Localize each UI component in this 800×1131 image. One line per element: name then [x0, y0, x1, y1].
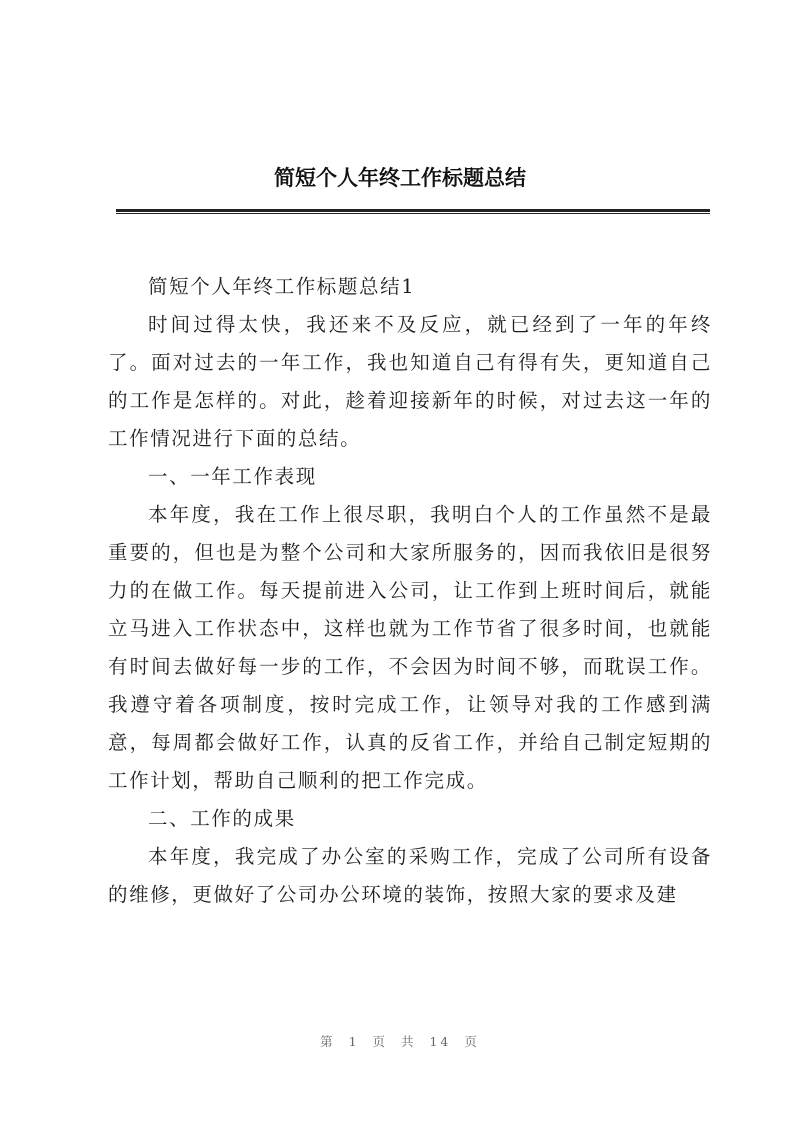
paragraph-performance: 本年度，我在工作上很尽职，我明白个人的工作虽然不是最重要的，但也是为整个公司和大家所服务的，因而我依旧是很努力的在做工作。每天提前进入公司，让工作到上班时间后，就能立马进入工作状态中，这样也就为工作节省了很多时间，也就能有时间去做好每一步的工作，不会因为时间不够，而耽误工作。我遵守着各项制度，按时完成工作，让领导对我的工作感到满意，每周都会做好工作，认真的反省工作，并给自己制定短期的工作计划，帮助自己顺利的把工作完成。 [108, 503, 712, 792]
title-divider [116, 209, 710, 214]
section-heading-results: 二、工作的成果 [148, 807, 296, 830]
paragraph-results: 本年度，我完成了办公室的采购工作，完成了公司所有设备的维修，更做好了公司办公环境的装饰，按照大家的要求及建 [108, 845, 712, 906]
paragraph-intro: 时间过得太快，我还来不及反应，就已经到了一年的年终了。面对过去的一年工作，我也知道自己有得有失，更知道自己的工作是怎样的。对此，趁着迎接新年的时候，对过去这一年的工作情况进行下面的总结。 [108, 313, 712, 450]
section-heading-1: 简短个人年终工作标题总结1 [148, 275, 416, 298]
section-heading-performance: 一、一年工作表现 [148, 465, 317, 488]
page-number-footer: 第 1 页 共 14 页 [320, 1034, 480, 1049]
document-title: 简短个人年终工作标题总结 [274, 166, 526, 190]
document-body [108, 268, 712, 914]
